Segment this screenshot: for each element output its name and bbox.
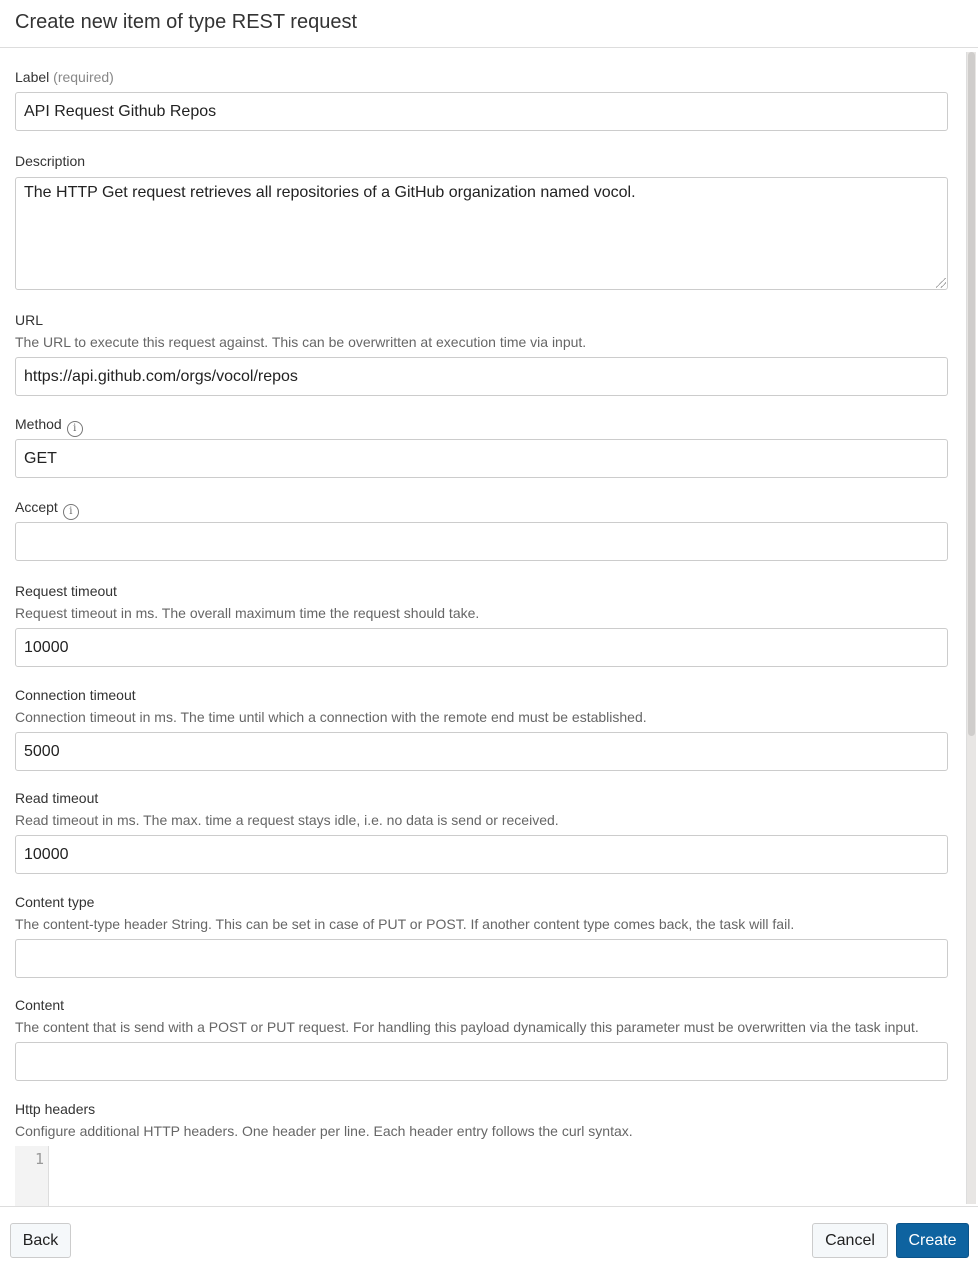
- description-textarea[interactable]: [15, 177, 948, 290]
- http-headers-field: [15, 1100, 948, 1140]
- read-timeout-label: Read timeout: [15, 790, 99, 806]
- content-type-input[interactable]: [15, 939, 948, 978]
- request-timeout-field: [15, 582, 948, 667]
- content-label: Content: [15, 997, 65, 1013]
- method-label: Method: [15, 416, 62, 432]
- http-headers-help: Configure additional HTTP headers. One header per line. Each header entry follows the curl syntax.: [15, 1123, 633, 1139]
- read-timeout-input[interactable]: 10000: [15, 835, 948, 874]
- content-help: The content that is send with a POST or PUT request. For handling this payload dynamically this parameter must be overwritten via the task input.: [15, 1019, 919, 1035]
- resize-handle-icon[interactable]: [936, 278, 946, 288]
- content-field: [15, 996, 948, 1081]
- content-type-help: The content-type header String. This can be set in case of PUT or POST. If another content type comes back, the task will fail.: [15, 916, 795, 932]
- method-field: [15, 415, 948, 478]
- scrollbar-thumb[interactable]: [968, 52, 975, 736]
- url-field: [15, 311, 948, 396]
- content-type-field: [15, 893, 948, 978]
- request-timeout-label: Request timeout: [15, 583, 117, 599]
- dialog-header: [0, 0, 978, 48]
- accept-field: [15, 498, 948, 561]
- connection-timeout-label: Connection timeout: [15, 687, 136, 703]
- vertical-scrollbar[interactable]: [966, 52, 976, 1204]
- connection-timeout-input[interactable]: 5000: [15, 732, 948, 771]
- required-hint: (required): [53, 69, 114, 85]
- http-headers-label: Http headers: [15, 1101, 96, 1117]
- connection-timeout-field: [15, 686, 948, 771]
- request-timeout-help: Request timeout in ms. The overall maximum time the request should take.: [15, 605, 480, 621]
- info-icon[interactable]: i: [67, 421, 83, 437]
- dialog-footer: [0, 1206, 978, 1264]
- label-field: [15, 68, 948, 131]
- url-input[interactable]: https://api.github.com/orgs/vocol/repos: [15, 357, 948, 396]
- method-input[interactable]: GET: [15, 439, 948, 478]
- label-field-label: Label: [15, 69, 50, 85]
- http-headers-editor[interactable]: [15, 1146, 948, 1206]
- description-field: [15, 152, 948, 290]
- cancel-button[interactable]: Cancel: [812, 1223, 888, 1258]
- url-help: The URL to execute this request against. This can be overwritten at execution time via input.: [15, 334, 587, 350]
- content-type-label: Content type: [15, 894, 95, 910]
- connection-timeout-help: Connection timeout in ms. The time until which a connection with the remote end must be established.: [15, 709, 647, 725]
- request-timeout-input[interactable]: 10000: [15, 628, 948, 667]
- description-value: The HTTP Get request retrieves all repositories of a GitHub organization named vocol.: [24, 184, 636, 201]
- back-button[interactable]: Back: [10, 1223, 71, 1258]
- description-label: Description: [15, 153, 86, 169]
- line-number-gutter: [15, 1146, 49, 1206]
- accept-input[interactable]: [15, 522, 948, 561]
- create-button[interactable]: Create: [896, 1223, 969, 1258]
- line-number: 1: [34, 1150, 44, 1168]
- content-input[interactable]: [15, 1042, 948, 1081]
- read-timeout-help: Read timeout in ms. The max. time a request stays idle, i.e. no data is send or received.: [15, 812, 559, 828]
- info-icon[interactable]: i: [63, 504, 79, 520]
- dialog-title: Create new item of type REST request: [15, 11, 358, 33]
- read-timeout-field: [15, 789, 948, 874]
- url-label: URL: [15, 312, 44, 328]
- accept-label: Accept: [15, 499, 58, 515]
- label-input[interactable]: API Request Github Repos: [15, 92, 948, 131]
